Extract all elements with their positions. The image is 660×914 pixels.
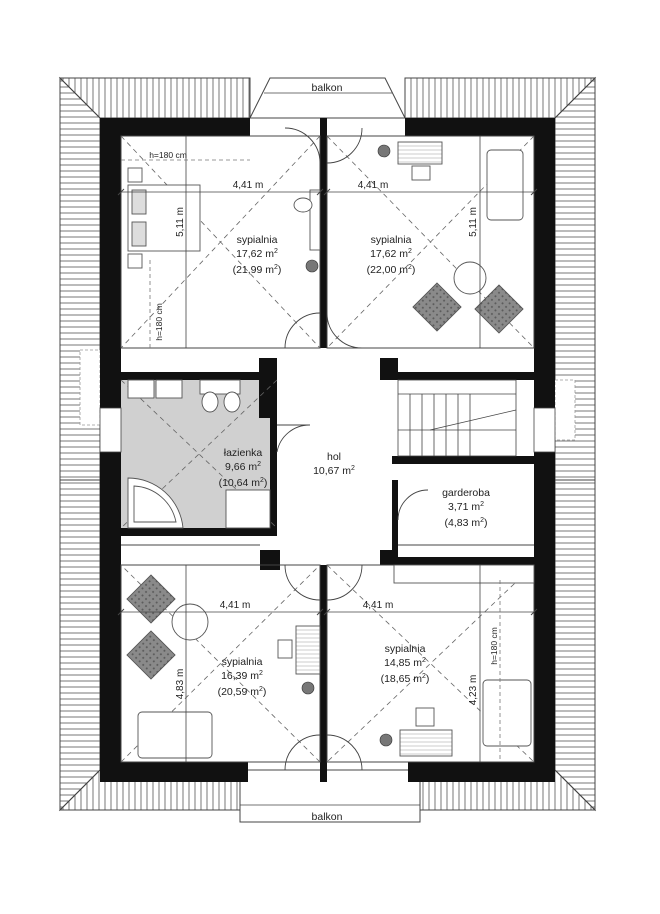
plant-icon (380, 734, 392, 746)
shower (226, 490, 270, 528)
door-wardrobe (398, 490, 428, 520)
area-sup: 2 (274, 264, 278, 271)
door-bathroom (277, 425, 310, 452)
balcony-bottom (240, 770, 420, 823)
roof-left-lower (60, 480, 100, 810)
room-name: sypialnia (384, 643, 426, 655)
area-sup: 2 (408, 248, 412, 255)
area-sup: 2 (259, 670, 263, 677)
staircase (398, 380, 516, 456)
area-sup: 2 (480, 517, 485, 524)
room-area-total: (21,99 m (232, 264, 275, 276)
svg-text:17,62 m2 (236, 248, 278, 260)
area-sup: 2 (408, 264, 412, 271)
dim-sw-depth: 4,83 m (175, 668, 186, 700)
area-sup: 2 (422, 673, 426, 680)
door-sw-balcony (285, 735, 320, 770)
svg-text:16,39 m2 (221, 670, 263, 682)
svg-text:(21,99 m2) (233, 264, 282, 276)
room-bedroom-se (381, 643, 430, 685)
plant-icon (306, 260, 318, 272)
area-sup: 2 (480, 501, 485, 508)
dim-ne-depth: 5,11 m (468, 207, 479, 237)
dim-ne-width: 4,41 m (357, 180, 389, 191)
dormer-left (80, 350, 100, 425)
svg-text:3,71 m2 (448, 501, 484, 513)
area-close: ) (277, 264, 282, 276)
dim-sw-width: 4,41 m (219, 600, 251, 611)
area-close: ) (425, 673, 430, 685)
room-area: 14,85 m (384, 657, 423, 669)
area-sup: 2 (259, 686, 263, 693)
dim-nw-width: 4,41 m (232, 180, 264, 191)
area-sup: 2 (257, 461, 262, 468)
room-area: 3,71 m (447, 501, 481, 513)
height-se-right: h=180 cm (489, 627, 499, 665)
area-sup: 2 (422, 657, 426, 664)
balcony-top-label: balkon (311, 82, 343, 94)
room-name: sypialnia (221, 656, 263, 668)
svg-text:(22,00 m2) (367, 264, 416, 276)
height-nw-left: h=180 cm (154, 303, 164, 341)
area-sup: 2 (274, 248, 278, 255)
svg-text:17,62 m2 (370, 248, 412, 260)
balcony-bottom-label: balkon (311, 811, 343, 823)
svg-text:10,67 m2 (313, 465, 355, 477)
area-close: ) (484, 517, 488, 529)
dim-nw-depth: 5,11 m (175, 207, 186, 237)
plant-icon (302, 682, 314, 694)
door-ne-balcony (327, 128, 362, 163)
room-area-total: (18,65 m (380, 673, 423, 685)
sofa-ne (487, 150, 523, 220)
svg-text:14,85 m2 (384, 657, 426, 669)
area-close: ) (411, 264, 416, 276)
area-close: ) (262, 686, 267, 698)
plant-icon (378, 145, 390, 157)
table-ne (454, 262, 486, 294)
svg-text:(20,59 m2) (218, 686, 267, 698)
svg-text:(4,83 m2) (444, 517, 487, 529)
svg-text:(18,65 m2) (381, 673, 430, 685)
room-area: 17,62 m (236, 248, 275, 260)
room-area: 16,39 m (221, 670, 260, 682)
room-name: sypialnia (370, 234, 412, 246)
room-area: 10,67 m (313, 465, 352, 477)
room-area-total: (22,00 m (366, 264, 409, 276)
room-bedroom-ne (367, 234, 416, 276)
sofa-sw (138, 712, 212, 758)
dim-se-depth: 4,23 m (468, 674, 479, 706)
height-nw-top: h=180 cm (149, 150, 187, 160)
room-area-total: (10,64 m (218, 477, 261, 489)
door-se-balcony (327, 735, 362, 770)
room-area-total: (4,83 m (444, 517, 481, 529)
door-se (327, 565, 362, 600)
area-sup: 2 (260, 477, 264, 484)
svg-text:9,66 m2 (225, 461, 261, 473)
bed-se (483, 680, 531, 746)
area-close: ) (263, 477, 268, 489)
room-name: łazienka (223, 447, 263, 459)
room-hall (313, 451, 355, 477)
room-wardrobe (442, 487, 490, 529)
room-area: 17,62 m (370, 248, 409, 260)
room-bedroom-sw (218, 656, 267, 698)
roof-right-lower (555, 480, 595, 810)
room-area-total: (20,59 m (217, 686, 260, 698)
door-nw-balcony (285, 128, 320, 163)
dim-se-width: 4,41 m (362, 600, 394, 611)
room-bedroom-nw (233, 234, 282, 276)
balcony-top (250, 78, 405, 118)
room-area: 9,66 m (224, 461, 258, 473)
dormer-right (555, 380, 575, 440)
room-name: garderoba (442, 487, 490, 499)
room-name: hol (326, 451, 342, 463)
area-sup: 2 (351, 465, 355, 472)
room-name: sypialnia (236, 234, 278, 246)
